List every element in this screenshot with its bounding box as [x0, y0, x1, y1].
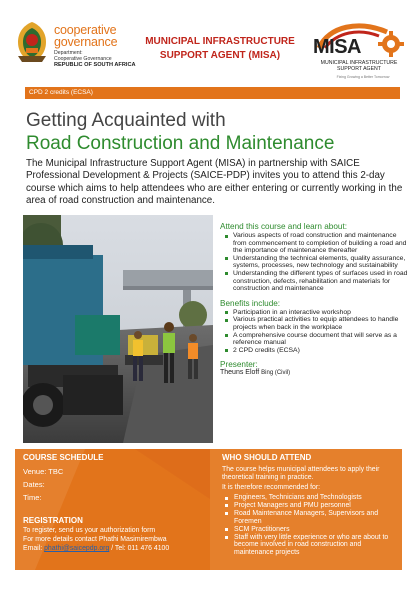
- cog-brand-line1: cooperative: [54, 23, 117, 37]
- road-construction-photo: [23, 215, 213, 443]
- agency-title: [140, 35, 300, 63]
- title-line2: Road Construction and Maintenance: [26, 133, 335, 154]
- title-line1: Getting Acquainted with: [26, 110, 226, 131]
- agency-title-line2: SUPPORT AGENT (MISA): [159, 50, 281, 61]
- registration-contact: [23, 544, 208, 553]
- email-label: Email:: [23, 545, 43, 552]
- attend-heading: Attend this course and learn about:: [220, 222, 347, 231]
- course-details: [220, 222, 410, 376]
- who-should-attend-panel: [210, 449, 402, 570]
- list-item: A comprehensive course document that will serve as a reference manual: [220, 332, 410, 347]
- agency-title-line1: MUNICIPAL INFRASTRUCTURE: [145, 36, 295, 47]
- list-item: Understanding the different types of surfaces used in road construction, defects, rehabilitation and materials for construction and maintenance: [220, 270, 410, 293]
- registration-line1: To register, send us your authorization form: [23, 527, 156, 534]
- registration-line2: For more details contact Phathi Masimirembwa: [23, 536, 167, 543]
- cog-dept-line1: Department:: [54, 50, 83, 56]
- misa-tagline: Fixing Growing a Better Tomorrow: [336, 75, 390, 79]
- list-item: Understanding the technical elements, quality assurance, systems, processes, new technology and sustainability: [220, 255, 410, 270]
- list-item: Various practical activities to equip attendees to handle projects when back in the workplace: [220, 316, 410, 331]
- misa-logo: [309, 18, 409, 88]
- schedule-heading: COURSE SCHEDULE: [23, 453, 104, 462]
- phone-number: / Tel: 011 476 4100: [109, 545, 170, 552]
- list-item: Engineers, Technicians and Technologists: [222, 494, 397, 502]
- schedule-panel: [15, 449, 210, 570]
- misa-sub: [319, 60, 399, 72]
- cog-rsa: REPUBLIC OF SOUTH AFRICA: [54, 62, 136, 68]
- schedule-venue: Venue: TBC: [23, 467, 64, 476]
- schedule-dates: Dates:: [23, 480, 45, 489]
- cog-logo-text: [54, 24, 136, 68]
- misa-word: MISA: [313, 36, 361, 58]
- who-content: [222, 453, 397, 557]
- cog-dept-line2: Cooperative Governance: [54, 56, 112, 62]
- list-item: SCM Practitioners: [222, 526, 397, 534]
- list-item: 2 CPD credits (ECSA): [220, 347, 410, 355]
- attend-list: [220, 232, 410, 293]
- presenter-heading: Presenter:: [220, 360, 258, 370]
- cog-brand-line2: governance: [54, 35, 118, 49]
- misa-sub-line1: MUNICIPAL INFRASTRUCTURE: [320, 60, 398, 66]
- schedule-content: [23, 453, 208, 553]
- intro-paragraph: The Municipal Infrastructure Support Agent (MISA) in partnership with SAICE Professional Development & Projects (SAICE-PDP) invites you to attend this 2-day course which aims to help attendees who are either entering or currently working in the area of road construction and maintenance.: [26, 158, 403, 206]
- cpd-band: CPD 2 credits (ECSA): [25, 87, 400, 99]
- cog-dept: [54, 50, 136, 62]
- list-item: Road Maintenance Managers, Supervisors and Foremen: [222, 510, 397, 526]
- misa-sub-line2: SUPPORT AGENT: [337, 66, 381, 72]
- list-item: Project Managers and PMU personnel: [222, 502, 397, 510]
- list-item: Staff with very little experience or who are about to become involved in road construction and maintenance projects: [222, 534, 397, 558]
- email-link[interactable]: phathi@saicepdp.org: [44, 545, 110, 552]
- coat-of-arms-icon: [12, 20, 52, 64]
- list-item: Various aspects of road construction and maintenance from commencement to completion of building a road and the importance of maintenance thereafter: [220, 232, 410, 255]
- schedule-time: Time:: [23, 493, 42, 502]
- who-text2: It is therefore recommended for:: [222, 484, 321, 491]
- who-heading: WHO SHOULD ATTEND: [222, 453, 312, 462]
- registration-heading: REGISTRATION: [23, 516, 83, 525]
- list-item: Participation in an interactive workshop: [220, 309, 410, 317]
- header: [0, 0, 417, 86]
- bottom-panel: [15, 449, 402, 570]
- presenter-name: [220, 369, 410, 376]
- who-list: [222, 494, 397, 557]
- presenter-qualification: Bing (Civil): [261, 370, 291, 377]
- who-text1: The course helps municipal attendees to apply their theoretical training in practice.: [222, 466, 380, 481]
- benefits-heading: Benefits include:: [220, 298, 281, 308]
- benefits-list: [220, 309, 410, 355]
- presenter-name-text: Theuns Eloff: [220, 369, 260, 377]
